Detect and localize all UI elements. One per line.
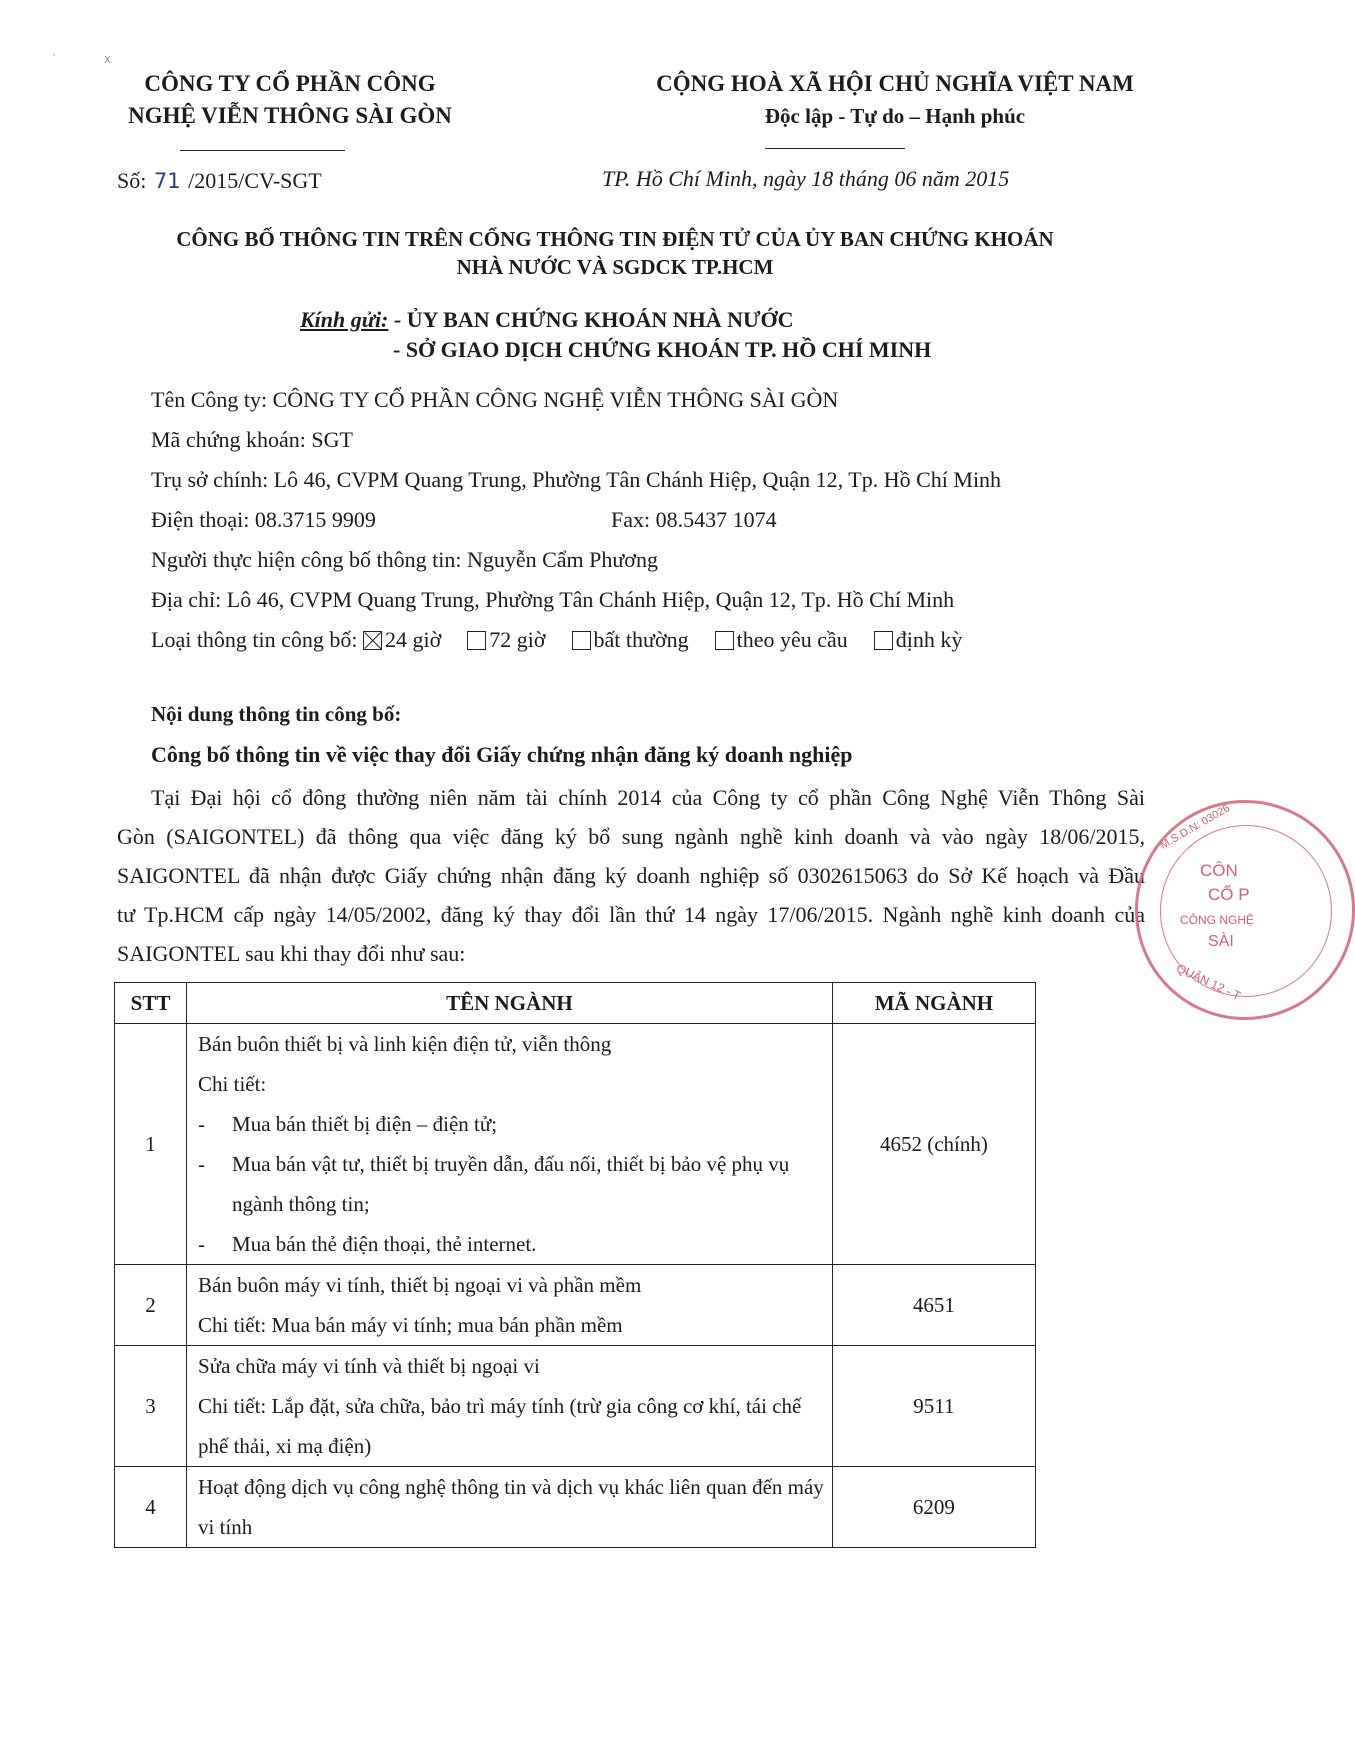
checkbox-icon [715,631,734,650]
header-name: TÊN NGÀNH [187,983,833,1024]
paragraph-line: SAIGONTEL sau khi thay đổi như sau: [117,941,466,966]
address-line: Địa chỉ: Lô 46, CVPM Quang Trung, Phường Tân Chánh Hiệp, Quận 12, Tp. Hồ Chí Minh [151,587,955,612]
checkbox-icon [874,631,893,650]
disclosure-option-label: bất thường [593,627,689,652]
table-header-row [115,983,1036,1024]
headquarters-line: Trụ sở chính: Lô 46, CVPM Quang Trung, Phường Tân Chánh Hiệp, Quận 12, Tp. Hồ Chí Minh [151,467,1002,492]
row-stt: 4 [115,1467,187,1548]
industry-line: Sửa chữa máy vi tính và thiết bị ngoại vi [198,1354,540,1378]
national-header [615,68,1175,132]
recipients-label: Kính gửi: [300,307,389,332]
paragraph-line: Tại Đại hội cổ đông thường niên năm tài chính 2014 của Công ty cổ phần Công Nghệ Viễn Thông Sài [151,785,1145,810]
row-industry-code: 6209 [832,1467,1035,1548]
company-seal [1135,800,1355,1020]
checkbox-icon [467,631,486,650]
scan-mark: x [104,52,112,66]
row-industry-name [187,1024,833,1265]
scan-mark: · [52,48,56,62]
industry-line: Chi tiết: [198,1072,267,1096]
seal-text: CÔN [1200,861,1238,880]
row-stt: 3 [115,1346,187,1467]
phone-line: Điện thoại: 08.3715 9909 [151,507,376,532]
row-industry-name [187,1265,833,1346]
discloser-line: Người thực hiện công bố thông tin: Nguyễn Cẩm Phương [151,547,658,572]
title-line2: NHÀ NƯỚC VÀ SGDCK TP.HCM [456,255,774,279]
content-paragraph [117,778,1145,973]
seal-text: CỔ P [1208,885,1250,904]
disclosure-option [572,626,689,654]
document-number-prefix: Số: [117,168,147,193]
company-name: Tên Công ty: CÔNG TY CỔ PHẦN CÔNG NGHỆ VIỄN THÔNG SÀI GÒN [151,387,839,412]
recipient-2: - SỞ GIAO DỊCH CHỨNG KHOÁN TP. HỒ CHÍ MINH [393,337,932,362]
row-industry-name [187,1467,833,1548]
row-industry-code: 4651 [832,1265,1035,1346]
business-lines-table [114,982,1036,1548]
issuer-underline [180,150,345,151]
recipient-1: - ỦY BAN CHỨNG KHOÁN NHÀ NƯỚC [393,307,794,332]
detail-bullet: - Mua bán thiết bị điện – điện tử; [198,1104,824,1144]
header-stt: STT [115,983,187,1024]
fax-line: Fax: 08.5437 1074 [611,507,777,532]
table-row [115,1467,1036,1548]
disclosure-type-label: Loại thông tin công bố: [151,627,358,652]
country-name: CỘNG HOÀ XÃ HỘI CHỦ NGHĨA VIỆT NAM [656,71,1134,96]
disclosure-type-options [363,627,988,652]
document-number [117,168,322,194]
detail-bullet: - Mua bán thẻ điện thoại, thẻ internet. [198,1224,824,1264]
seal-text: QUẬN 12 - T [1174,961,1243,1003]
document-title [100,225,1130,281]
disclosure-type-line [151,626,988,654]
checked-box-icon [363,631,382,650]
document-number-suffix: /2015/CV-SGT [188,168,322,193]
disclosure-option [715,626,848,654]
row-industry-code: 9511 [832,1346,1035,1467]
seal-text: CÔNG NGHỆ [1180,913,1255,927]
disclosure-option [467,626,545,654]
industry-line: Chi tiết: Lắp đặt, sửa chữa, bảo trì máy tính (trừ gia công cơ khí, tái chế phế thải, xi mạ điện) [198,1394,802,1458]
table-row [115,1024,1036,1265]
table-row [115,1346,1036,1467]
disclosure-option-label: 24 giờ [385,627,442,652]
seal-text: M.S.D.N: 03026 [1158,802,1233,852]
issuer-name-line2: NGHỆ VIỄN THÔNG SÀI GÒN [128,103,452,128]
paragraph-line: tư Tp.HCM cấp ngày 14/05/2002, đăng ký thay đổi lần thứ 14 ngày 17/06/2015. Ngành nghề kinh doanh của [117,902,1145,927]
document-date: TP. Hồ Chí Minh, ngày 18 tháng 06 năm 2015 [602,166,1010,191]
disclosure-option [363,626,441,654]
disclosure-option-label: định kỳ [895,627,963,652]
title-line1: CÔNG BỐ THÔNG TIN TRÊN CỔNG THÔNG TIN ĐIỆN TỬ CỦA ỦY BAN CHỨNG KHOÁN [176,227,1054,251]
checkbox-icon [572,631,591,650]
row-industry-code: 4652 (chính) [832,1024,1035,1265]
issuer-name-line1: CÔNG TY CỔ PHẦN CÔNG [144,71,436,96]
paragraph-line: SAIGONTEL đã nhận được Giấy chứng nhận đăng ký doanh nghiệp số 0302615063 do Sở Kế hoạch và Đầu [117,863,1145,888]
motto-underline [765,148,905,149]
row-industry-name [187,1346,833,1467]
disclosure-option [874,626,963,654]
ticker-line: Mã chứng khoán: SGT [151,427,353,452]
handwritten-number: 71 [153,169,181,193]
header-code: MÃ NGÀNH [832,983,1035,1024]
paragraph-line: Gòn (SAIGONTEL) đã thông qua việc đăng ký bổ sung ngành nghề kinh doanh và vào ngày 18/06/2015, [117,824,1145,849]
industry-line: Bán buôn máy vi tính, thiết bị ngoại vi và phần mềm [198,1273,642,1297]
recipients-block [300,305,931,365]
issuer-block [100,68,480,132]
row-stt: 1 [115,1024,187,1265]
content-subject: Công bố thông tin về việc thay đổi Giấy chứng nhận đăng ký doanh nghiệp [151,742,853,767]
disclosure-option-label: 72 giờ [489,627,546,652]
national-motto: Độc lập - Tự do – Hạnh phúc [764,104,1026,128]
detail-bullet: - Mua bán vật tư, thiết bị truyền dẫn, đấu nối, thiết bị bảo vệ phụ vụ ngành thông tin; [198,1144,824,1224]
seal-text: SÀI [1208,933,1234,950]
row-stt: 2 [115,1265,187,1346]
industry-line: Bán buôn thiết bị và linh kiện điện tử, viễn thông [198,1032,612,1056]
content-heading: Nội dung thông tin công bố: [151,702,402,726]
disclosure-option-label: theo yêu cầu [736,627,848,652]
industry-line: Hoạt động dịch vụ công nghệ thông tin và dịch vụ khác liên quan đến máy vi tính [198,1475,824,1539]
table-row [115,1265,1036,1346]
industry-line: Chi tiết: Mua bán máy vi tính; mua bán phần mềm [198,1313,623,1337]
